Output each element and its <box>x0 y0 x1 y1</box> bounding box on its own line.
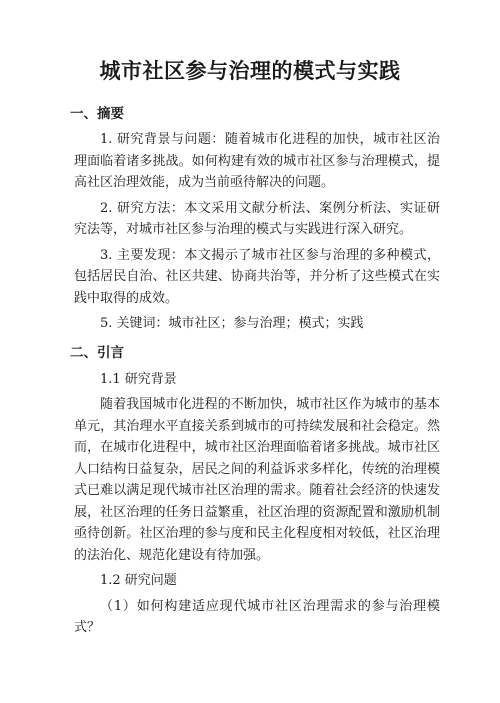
document-page <box>0 56 500 703</box>
subsection-heading-questions: 1.2 研究问题 <box>100 573 177 588</box>
background-body-paragraph: 随着我国城市化进程的不断加快，城市社区作为城市的基本单元，其治理水平直接关系到城市的可持续发展和社会稳定。然而，在城市化进程中，城市社区治理面临着诸多挑战。城市社区人口结构日益复杂，居民之间的利益诉求多样化，传统的治理模式已难以满足现代城市社区治理的需求。随着社会经济的快速发展，社区治理的任务日益繁重，社区治理的资源配置和激励机制亟待创新。社区治理的参与度和民主化程度相对较低，社区治理的法治化、规范化建设有待加强。 <box>74 397 440 563</box>
abstract-background-paragraph: 1. 研究背景与问题：随着城市化进程的加快，城市社区治理面临着诸多挑战。如何构建有效的城市社区参与治理模式，提高社区治理效能，成为当前亟待解决的问题。 <box>74 132 440 190</box>
abstract-method-paragraph: 2. 研究方法：本文采用文献分析法、案例分析法、实证研究法等，对城市社区参与治理的模式与实践进行深入研究。 <box>74 200 440 237</box>
subsection-heading-background: 1.1 研究背景 <box>100 371 177 387</box>
document-title: 城市社区参与治理的模式与实践 <box>99 58 401 83</box>
abstract-findings-paragraph: 3. 主要发现：本文揭示了城市社区参与治理的多种模式，包括居民自治、社区共建、协商共治等，并分析了这些模式在实践中取得的成效。 <box>74 247 440 306</box>
section-heading-introduction: 二、引言 <box>70 344 124 361</box>
section-heading-abstract: 一、摘要 <box>70 106 124 122</box>
question-item-1: （1）如何构建适应现代城市社区治理需求的参与治理模式？ <box>74 598 440 635</box>
abstract-keywords-paragraph: 5. 关键词：城市社区；参与治理；模式；实践 <box>100 316 364 331</box>
